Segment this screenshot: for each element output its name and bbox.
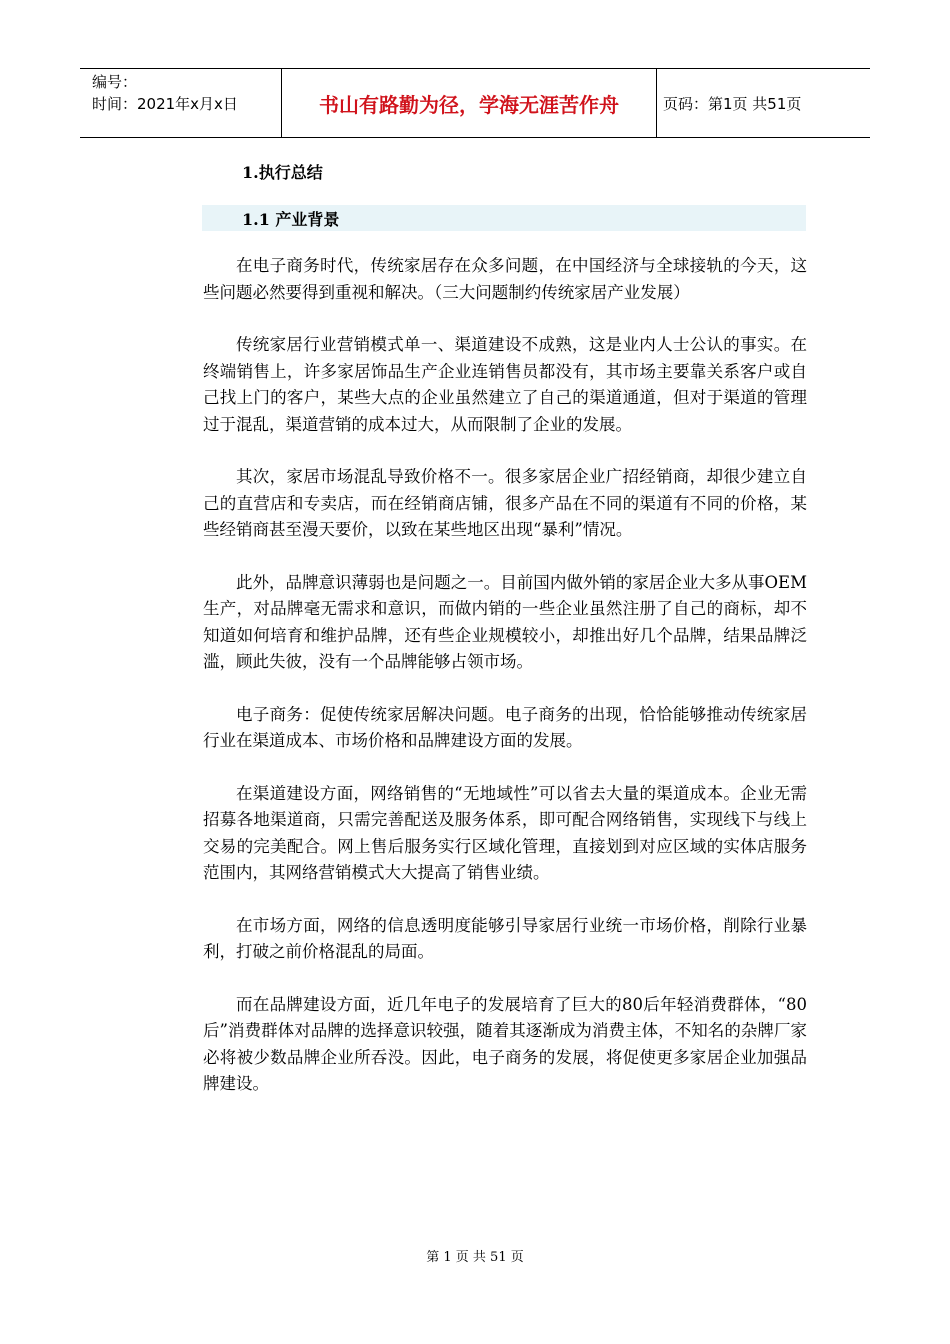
header-page-info: 页码：第1页 共51页 [663,94,802,113]
header-motto: 书山有路勤为径，学海无涯苦作舟 [282,69,657,137]
page-footer: 第 1 页 共 51 页 [426,1250,524,1265]
paragraph: 在市场方面，网络的信息透明度能够引导家居行业统一市场价格，削除行业暴利，打破之前价格混乱的局面。 [203,915,807,961]
paragraph: 而在品牌建设方面，近几年电子的发展培育了巨大的80后年轻消费群体，“80后”消费群体对品牌的选择意识较强，随着其逐渐成为消费主体，不知名的杂牌厂家必将被少数品牌企业所吞没。因此，电子商务的发展，将促使更多家居企业加强品牌建设。 [203,994,807,1093]
time-label: 时间：2021年x月x日 [92,95,238,113]
paragraph: 此外，品牌意识薄弱也是问题之一。目前国内做外销的家居企业大多从事OEM生产，对品牌毫无需求和意识，而做内销的一些企业虽然注册了自己的商标，却不知道如何培育和维护品牌，还有些企业规模较小，却推出好几个品牌，结果品牌泛滥，顾此失彼，没有一个品牌能够占领市场。 [203,572,807,671]
document-header [80,68,870,138]
section-heading-1-1-text: 1.1 产业背景 [242,209,340,229]
paragraph: 在电子商务时代，传统家居存在众多问题，在中国经济与全球接轨的今天，这些问题必然要得到重视和解决。（三大问题制约传统家居产业发展） [203,256,807,302]
body-text [203,253,807,1124]
header-meta-cell [80,69,282,137]
section-heading-1-1 [202,205,806,231]
paragraph: 在渠道建设方面，网络销售的“无地域性”可以省去大量的渠道成本。企业无需招募各地渠道商，只需完善配送及服务体系，即可配合网络销售，实现线下与线上交易的完美配合。网上售后服务实行区域化管理，直接划到对应区域的实体店服务范围内，其网络营销模式大大提高了销售业绩。 [203,783,807,882]
section-heading-1: 1.执行总结 [242,163,323,182]
paragraph: 电子商务：促使传统家居解决问题。电子商务的出现，恰恰能够推动传统家居行业在渠道成本、市场价格和品牌建设方面的发展。 [203,704,807,750]
number-label: 编号： [92,73,138,91]
paragraph: 传统家居行业营销模式单一、渠道建设不成熟，这是业内人士公认的事实。在终端销售上，许多家居饰品生产企业连销售员都没有，其市场主要靠关系客户或自己找上门的客户，某些大点的企业虽然建立了自己的渠道通道，但对于渠道的管理过于混乱，渠道营销的成本过大，从而限制了企业的发展。 [203,335,807,434]
paragraph: 其次，家居市场混乱导致价格不一。很多家居企业广招经销商，却很少建立自己的直营店和专卖店，而在经销商店铺，很多产品在不同的渠道有不同的价格，某些经销商甚至漫天要价，以致在某些地区出现“暴利”情况。 [203,467,807,539]
